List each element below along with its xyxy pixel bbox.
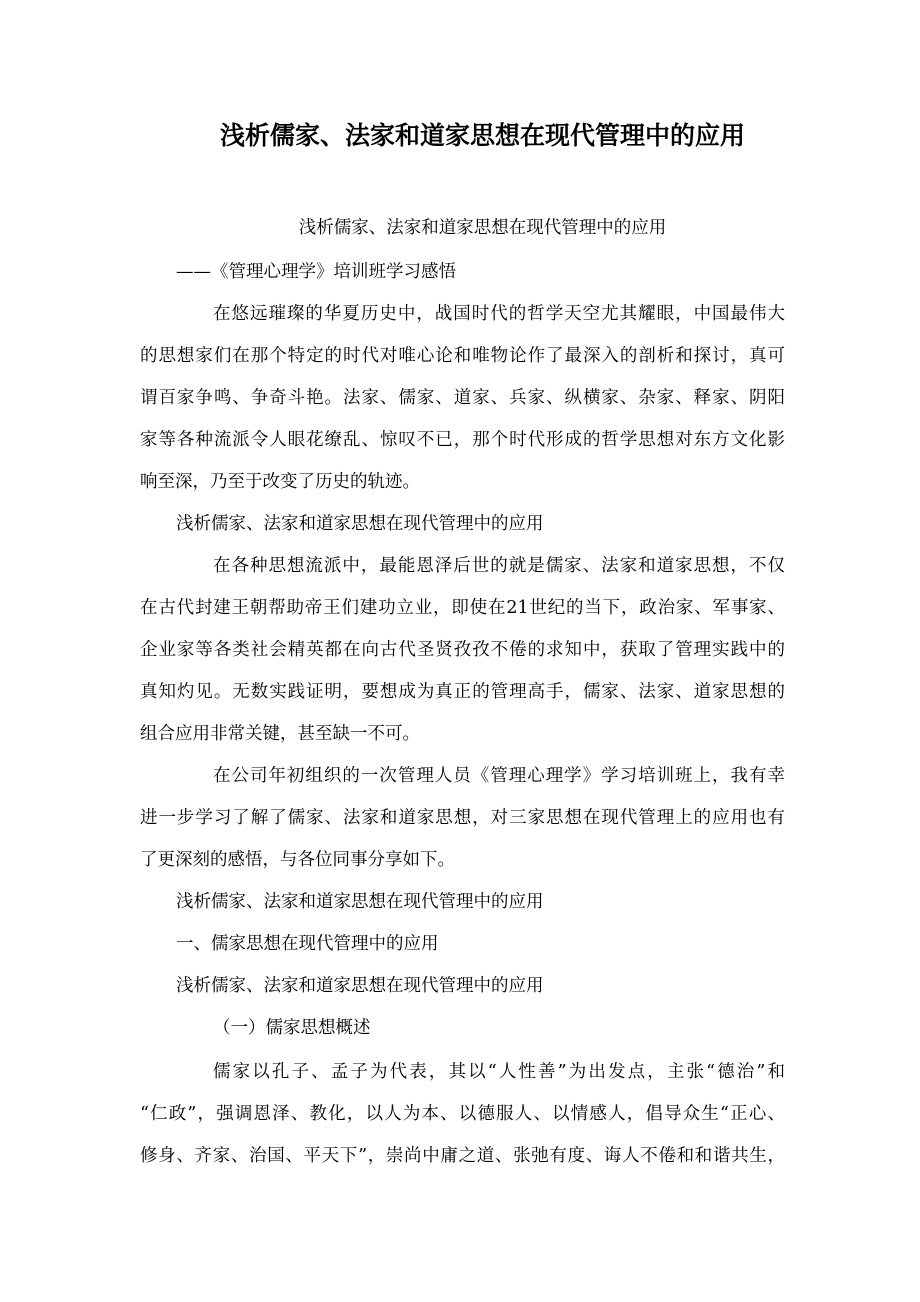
paragraph-line: 家等各种流派令人眼花缭乱、惊叹不已，那个时代形成的哲学思想对东方文化影	[140, 430, 785, 450]
repeated-title: 浅析儒家、法家和道家思想在现代管理中的应用	[176, 514, 544, 534]
paragraph-line: 在古代封建王朝帮助帝王们建功立业，即使在21世纪的当下，政治家、军事家、	[140, 598, 785, 618]
paragraph-line: 进一步学习了解了儒家、法家和道家思想，对三家思想在现代管理上的应用也有	[140, 808, 785, 828]
paragraph-line: 谓百家争鸣、争奇斗艳。法家、儒家、道家、兵家、纵横家、杂家、释家、阴阳	[140, 388, 785, 408]
document-title: 浅析儒家、法家和道家思想在现代管理中的应用	[219, 121, 745, 150]
paragraph-line: 的思想家们在那个特定的时代对唯心论和唯物论作了最深入的剖析和探讨，真可	[140, 346, 785, 366]
paragraph-line: 响至深，乃至于改变了历史的轨迹。	[140, 472, 420, 492]
paragraph-line: 组合应用非常关键，甚至缺一不可。	[140, 724, 420, 744]
subtitle-tagline: ——《管理心理学》培训班学习感悟	[176, 262, 456, 282]
paragraph-line: 修身、齐家、治国、平天下”，崇尚中庸之道、张弛有度、诲人不倦和和谐共生，	[140, 1146, 785, 1166]
paragraph-line: 真知灼见。无数实践证明，要想成为真正的管理高手，儒家、法家、道家思想的	[140, 682, 785, 702]
repeated-title: 浅析儒家、法家和道家思想在现代管理中的应用	[176, 892, 544, 912]
paragraph-line: 儒家以孔子、孟子为代表，其以“人性善”为出发点，主张“德治”和	[213, 1062, 785, 1082]
paragraph-line: 了更深刻的感悟，与各位同事分享如下。	[140, 850, 455, 870]
section-heading: 一、儒家思想在现代管理中的应用	[176, 934, 439, 954]
subsection-heading: （一）儒家思想概述	[213, 1018, 371, 1038]
paragraph-line: 企业家等各类社会精英都在向古代圣贤孜孜不倦的求知中，获取了管理实践中的	[140, 640, 785, 660]
subtitle: 浅析儒家、法家和道家思想在现代管理中的应用	[298, 218, 667, 238]
paragraph-line: “仁政”，强调恩泽、教化，以人为本、以德服人、以情感人，倡导众生“正心、	[140, 1104, 785, 1124]
repeated-title: 浅析儒家、法家和道家思想在现代管理中的应用	[176, 976, 544, 996]
paragraph-line: 在悠远璀璨的华夏历史中，战国时代的哲学天空尤其耀眼，中国最伟大	[213, 304, 785, 324]
paragraph-line: 在各种思想流派中，最能恩泽后世的就是儒家、法家和道家思想，不仅	[213, 556, 785, 576]
paragraph-line: 在公司年初组织的一次管理人员《管理心理学》学习培训班上，我有幸	[213, 766, 785, 786]
